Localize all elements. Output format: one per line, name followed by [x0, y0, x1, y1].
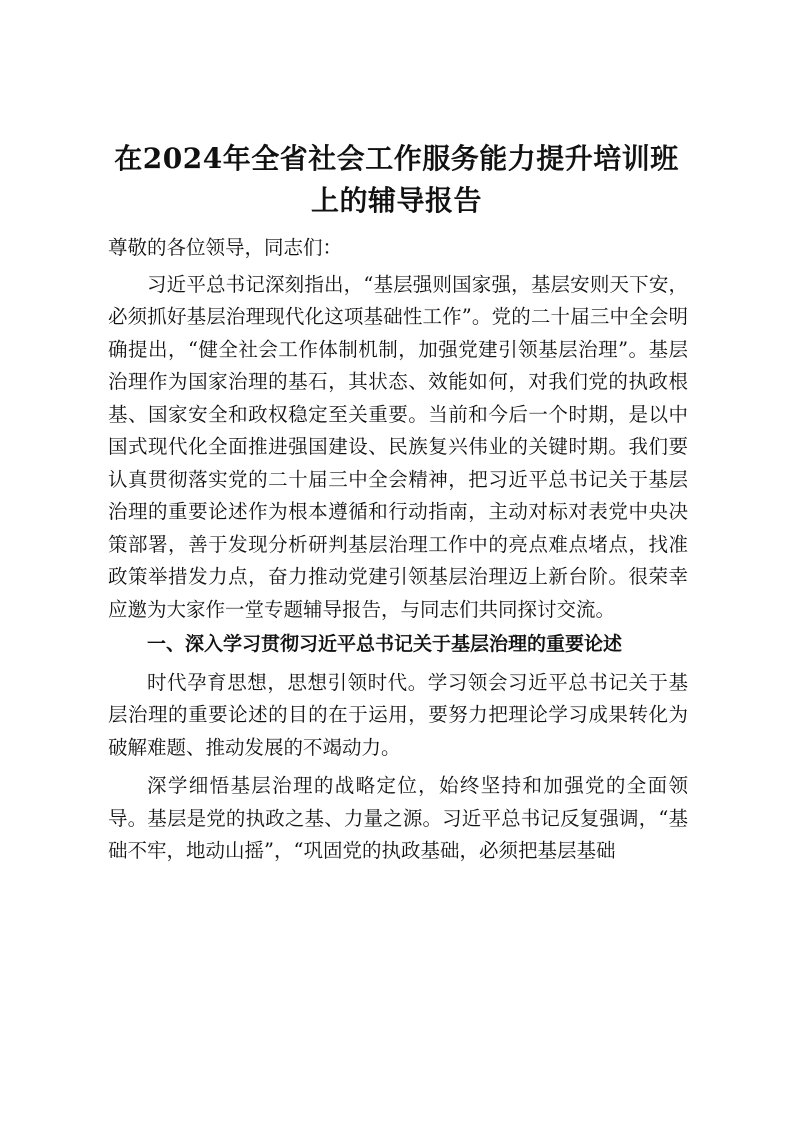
- title-line-1: 在2024年全省社会工作服务能力提升培训班: [114, 142, 679, 175]
- section-paragraph-1: 时代孕育思想，思想引领时代。学习领会习近平总书记关于基层治理的重要论述的目的在于运用，要努力把理论学习成果转化为破解难题、推动发展的不竭动力。: [108, 670, 688, 759]
- title-line-2: 上的辅导报告: [310, 184, 482, 217]
- section-paragraph-2: 深学细悟基层治理的战略定位，始终坚持和加强党的全面领导。基层是党的执政之基、力量之源。习近平总书记反复强调，“基础不牢，地动山摇”，“巩固党的执政基础，必须把基层基础: [108, 774, 688, 862]
- salutation: 尊敬的各位领导，同志们：: [108, 236, 343, 259]
- section-heading: 一、深入学习贯彻习近平总书记关于基层治理的重要论述: [147, 633, 623, 655]
- document-body: [108, 232, 688, 868]
- intro-paragraph: 习近平总书记深刻指出，“基层强则国家强，基层安则天下安，必须抓好基层治理现代化这项基础性工作”。党的二十届三中全会明确提出，“健全社会工作体制机制，加强党建引领基层治理”。基层治理作为国家治理的基石，其状态、效能如何，对我们党的执政根基、国家安全和政权稳定至关重要。当前和今后一个时期，是以中国式现代化全面推进强国建设、民族复兴伟业的关键时期。我们要认真贯彻落实党的二十届三中全会精神，把习近平总书记关于基层治理的重要论述作为根本遵循和行动指南，主动对标对表党中央决策部署，善于发现分析研判基层治理工作中的亮点难点堵点，找准政策举措发力点，奋力推动党建引领基层治理迈上新台阶。很荣幸应邀为大家作一堂专题辅导报告，与同志们共同探讨交流。: [108, 272, 688, 621]
- document-title: [90, 138, 703, 222]
